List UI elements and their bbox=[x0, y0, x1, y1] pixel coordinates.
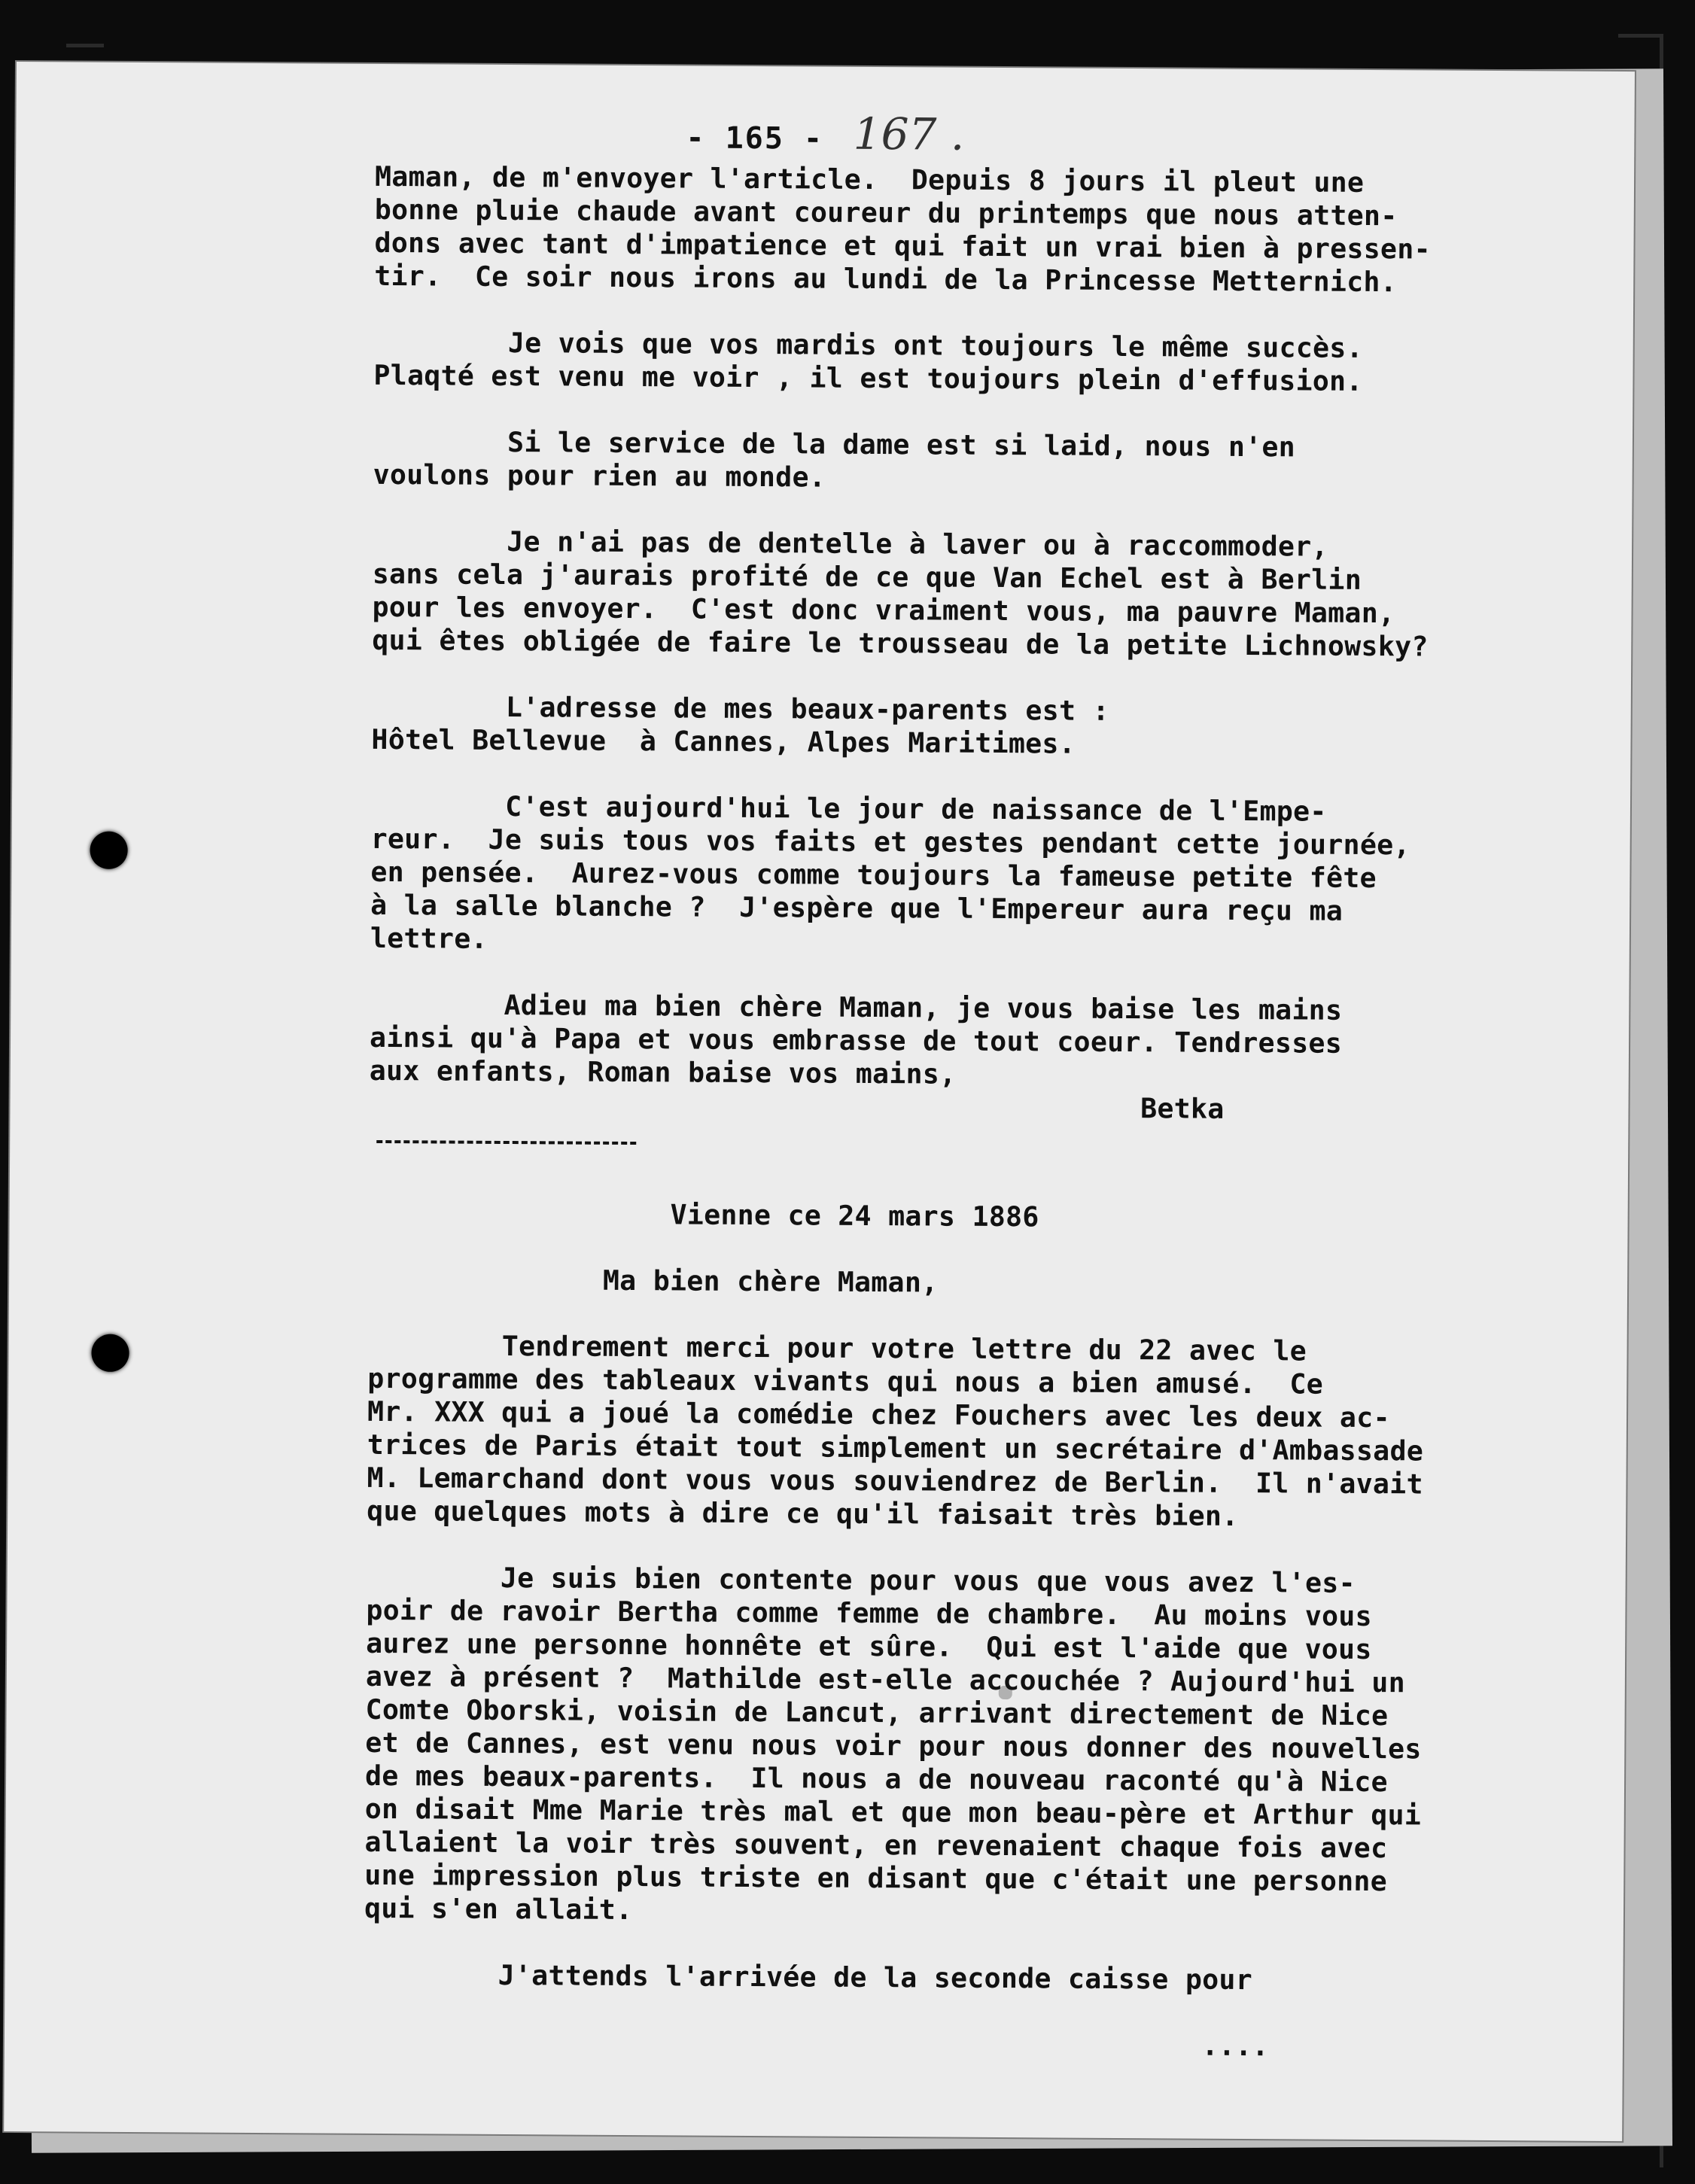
letter2-line: J'attends l'arrivée de la seconde caisse pour bbox=[364, 1957, 1253, 1997]
letter1-line: qui êtes obligée de faire le trousseau de la petite Lichnowsky? bbox=[372, 623, 1429, 663]
letter2-line: M. Lemarchand dont vous vous souviendrez de Berlin. Il n'avait bbox=[367, 1461, 1423, 1501]
letter2-line: allaient la voir très souvent, en revenaient chaque fois avec bbox=[364, 1825, 1388, 1865]
letter-2-body bbox=[364, 1197, 1626, 2065]
letter1-line: ainsi qu'à Papa et vous embrasse de tout coeur. Tendresses bbox=[369, 1021, 1343, 1060]
letter1-line: C'est aujourd'hui le jour de naissance de l'Empe- bbox=[370, 789, 1327, 828]
letter2-line: Mr. XXX qui a joué la comédie chez Fouchers avec les deux ac- bbox=[367, 1395, 1390, 1434]
letter1-line: Si le service de la dame est si laid, nous n'en bbox=[373, 424, 1296, 464]
letter2-line: de mes beaux-parents. Il nous a de nouveau raconté qu'à Nice bbox=[364, 1759, 1388, 1799]
letter1-line: Hôtel Bellevue à Cannes, Alpes Maritimes. bbox=[371, 722, 1076, 760]
letter1-line: Je vois que vos mardis ont toujours le même succès. bbox=[373, 325, 1364, 364]
letter1-line: Adieu ma bien chère Maman, je vous baise les mains bbox=[370, 987, 1343, 1027]
letter1-line: tir. Ce soir nous irons au lundi de la Princesse Metternich. bbox=[374, 259, 1398, 299]
document-page bbox=[4, 62, 1635, 2141]
letter2-line: aurez une personne honnête et sûre. Qui est l'aide que vous bbox=[366, 1626, 1372, 1666]
letter2-line: Vienne ce 24 mars 1886 bbox=[368, 1196, 1039, 1233]
letter2-line: .... bbox=[363, 2024, 1269, 2063]
crop-mark-top-left bbox=[66, 44, 104, 47]
letter1-line: Maman, de m'envoyer l'article. Depuis 8 jours il pleut une bbox=[374, 160, 1365, 199]
letter1-line: Betka bbox=[369, 1087, 1225, 1125]
letter2-line: programme des tableaux vivants qui nous a bien amusé. Ce bbox=[367, 1361, 1324, 1401]
letter1-line: voulons pour rien au monde. bbox=[373, 458, 826, 494]
letter2-line: une impression plus triste en disant que c'était une personne bbox=[364, 1858, 1388, 1898]
letter-separator bbox=[376, 1140, 636, 1145]
letter2-line: que quelques mots à dire ce qu'il faisait très bien. bbox=[367, 1494, 1239, 1532]
letter1-line: sans cela j'aurais profité de ce que Van Echel est à Berlin bbox=[372, 557, 1362, 596]
letter2-line: Tendrement merci pour votre lettre du 22 avec le bbox=[367, 1328, 1307, 1367]
letter1-line: lettre. bbox=[370, 921, 488, 955]
typed-page-number: - 165 - bbox=[686, 120, 824, 157]
letter1-line: dons avec tant d'impatience et qui fait un vrai bien à pressen- bbox=[374, 226, 1431, 266]
letter2-line: Je suis bien contente pour vous que vous avez l'es- bbox=[366, 1560, 1356, 1599]
letter1-line: à la salle blanche ? J'espère que l'Empereur aura reçu ma bbox=[370, 888, 1344, 927]
letter2-line: et de Cannes, est venu nous voir pour nous donner des nouvelles bbox=[365, 1726, 1422, 1766]
letter1-line: reur. Je suis tous vos faits et gestes pendant cette journée, bbox=[370, 822, 1410, 862]
letter1-line: bonne pluie chaude avant coureur du printemps que nous atten- bbox=[374, 193, 1398, 233]
letter1-line: Je n'ai pas de dentelle à laver ou à raccommoder, bbox=[372, 524, 1328, 563]
letter1-line: L'adresse de mes beaux-parents est : bbox=[371, 689, 1109, 727]
letter1-line: Plaqté est venu me voir , il est toujours plein d'effusion. bbox=[373, 358, 1363, 397]
letter2-line: on disait Mme Marie très mal et que mon beau-père et Arthur qui bbox=[364, 1792, 1422, 1832]
letter2-line: qui s'en allait. bbox=[364, 1891, 633, 1927]
letter2-line: Comte Oborski, voisin de Lancut, arrivant directement de Nice bbox=[365, 1693, 1389, 1732]
letter1-line: pour les envoyer. C'est donc vraiment vous, ma pauvre Maman, bbox=[372, 590, 1395, 630]
letter-1-body bbox=[369, 160, 1632, 1128]
punch-hole-top bbox=[90, 832, 127, 869]
crop-mark-top-right bbox=[1618, 34, 1663, 38]
page-header bbox=[16, 103, 1634, 164]
handwritten-page-number: 167 . bbox=[853, 108, 965, 160]
letter1-line: aux enfants, Roman baise vos mains, bbox=[369, 1054, 957, 1090]
punch-hole-bottom bbox=[91, 1334, 129, 1372]
letter2-line: Ma bien chère Maman, bbox=[367, 1262, 939, 1299]
letter2-line: poir de ravoir Bertha comme femme de chambre. Au moins vous bbox=[366, 1593, 1373, 1633]
letter2-line: trices de Paris était tout simplement un secrétaire d'Ambassade bbox=[367, 1428, 1424, 1468]
letter2-line: avez à présent ? Mathilde est-elle accouchée ? Aujourd'hui un bbox=[365, 1659, 1406, 1699]
letter1-line: en pensée. Aurez-vous comme toujours la fameuse petite fête bbox=[370, 855, 1377, 895]
